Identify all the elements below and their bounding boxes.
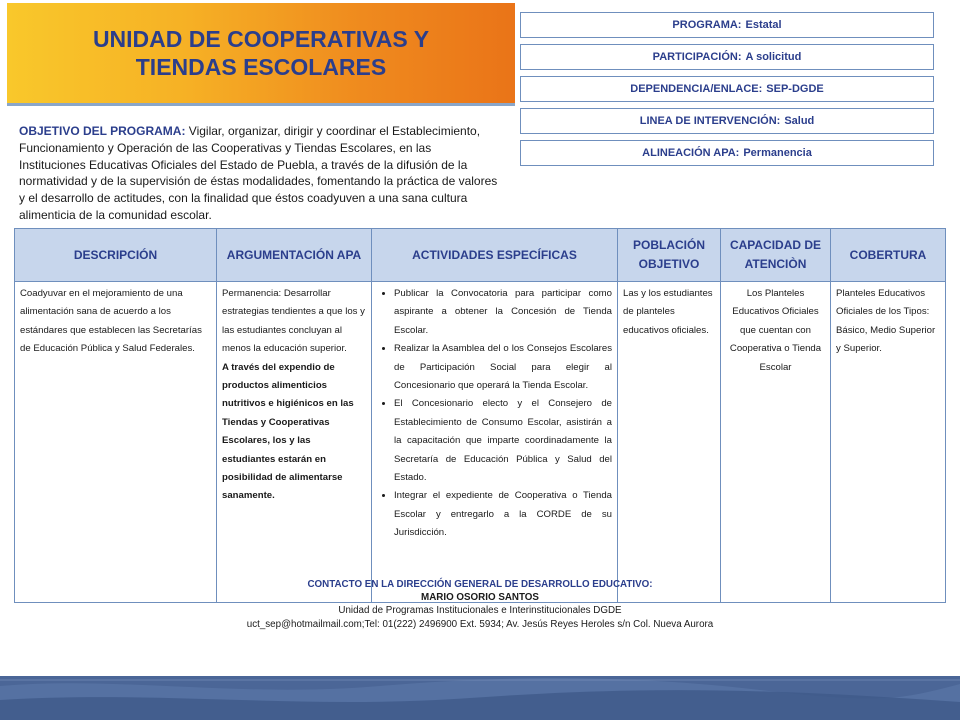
argumentacion-intro: Permanencia: Desarrollar estrategias tendientes a que los y las estudiantes concluyan al menos la educación superior. <box>222 288 365 355</box>
header-descripcion: DESCRIPCIÓN <box>15 229 217 282</box>
activities-list <box>377 285 612 543</box>
contact-name: MARIO OSORIO SANTOS <box>421 592 539 604</box>
page-title: UNIDAD DE COOPERATIVAS Y TIENDAS ESCOLARES <box>92 26 430 80</box>
argumentacion-bold: A través del expendio de productos alimenticios nutritivos e higiénicos en las Tiendas y Cooperativas Escolares, los y las estudiantes estarán en posibilidad de alimentarse sanamente. <box>222 361 354 502</box>
contact-block <box>200 578 760 631</box>
info-box-alineacion <box>520 140 934 166</box>
footer-wave-pattern <box>0 676 960 720</box>
info-value: Estatal <box>745 19 782 31</box>
info-label: DEPENDENCIA/ENLACE: <box>630 83 763 95</box>
program-table <box>14 228 946 603</box>
program-objective <box>19 123 501 224</box>
list-item: • Integrar el expediente de Cooperativa o Tienda Escolar y entregarlo a la CORDE de su Jurisdicción. <box>394 487 612 542</box>
info-box-participacion <box>520 44 934 70</box>
objective-text: Vigilar, organizar, dirigir y coordinar el Establecimiento, Funcionamiento y Operación de las Cooperativas y Tiendas Escolares, en las Instituciones Educativas Oficiales del Estado de Puebla, a través de la difusión de la normatividad y de la supervisión de éstas modalidades, fomentando la práctica de valores y el desarrollo de actitudes, con la finalidad que éstos coadyuven a una sana cultura alimenticia de la comunidad escolar. <box>19 124 498 222</box>
header-actividades: ACTIVIDADES ESPECÍFICAS <box>372 229 618 282</box>
cell-actividades <box>372 282 618 603</box>
header-argumentacion: ARGUMENTACIÓN APA <box>217 229 372 282</box>
table-header-row <box>15 229 946 282</box>
cell-poblacion: Las y los estudiantes de planteles educativos oficiales. <box>618 282 721 603</box>
header-capacidad: CAPACIDAD DE ATENCIÒN <box>721 229 831 282</box>
info-label: PARTICIPACIÓN: <box>652 51 742 63</box>
table-row <box>15 282 946 603</box>
info-value: SEP-DGDE <box>766 83 824 95</box>
info-box-dependencia <box>520 76 934 102</box>
contact-unit: Unidad de Programas Institucionales e Interinstitucionales DGDE <box>338 605 622 617</box>
cell-cobertura: Planteles Educativos Oficiales de los Tipos: Básico, Medio Superior y Superior. <box>831 282 946 603</box>
info-value: Salud <box>784 115 815 127</box>
info-box-programa <box>520 12 934 38</box>
title-banner <box>7 3 515 103</box>
info-label: PROGRAMA: <box>672 19 742 31</box>
footer-band <box>0 676 960 720</box>
list-item: • El Concesionario electo y el Consejero de Establecimiento de Consumo Escolar, asistirán a la capacitación que imparte coordinadamente la Secretaría de Educación Pública y Salud del Estado. <box>394 395 612 487</box>
header-poblacion: POBLACIÓN OBJETIVO <box>618 229 721 282</box>
cell-argumentacion <box>217 282 372 603</box>
objective-label: OBJETIVO DEL PROGRAMA: <box>19 124 186 138</box>
banner-divider <box>7 103 515 106</box>
cell-capacidad: Los Planteles Educativos Oficiales que cuentan con Cooperativa o Tienda Escolar <box>721 282 831 603</box>
info-value: Permanencia <box>743 147 812 159</box>
list-item: • Realizar la Asamblea del o los Consejos Escolares de Participación Social para elegir al Concesionario que operará la Tienda Escolar. <box>394 340 612 395</box>
info-label: LINEA DE INTERVENCIÓN: <box>639 115 781 127</box>
list-item: • Publicar la Convocatoria para participar como aspirante a obtener la Concesión de Tienda Escolar. <box>394 285 612 340</box>
program-info-boxes <box>520 12 960 172</box>
cell-descripcion: Coadyuvar en el mejoramiento de una alimentación sana de acuerdo a los estándares que establecen las Secretarías de Educación Pública y Salud Federales. <box>15 282 217 603</box>
header-cobertura: COBERTURA <box>831 229 946 282</box>
info-label: ALINEACIÓN APA: <box>642 147 740 159</box>
contact-title: CONTACTO EN LA DIRECCIÓN GENERAL DE DESARROLLO EDUCATIVO: <box>307 579 653 590</box>
contact-details: uct_sep@hotmailmail.com;Tel: 01(222) 2496900 Ext. 5934; Av. Jesús Reyes Heroles s/n Col. Nueva Aurora <box>246 618 714 630</box>
info-box-linea <box>520 108 934 134</box>
info-value: A solicitud <box>745 51 802 63</box>
